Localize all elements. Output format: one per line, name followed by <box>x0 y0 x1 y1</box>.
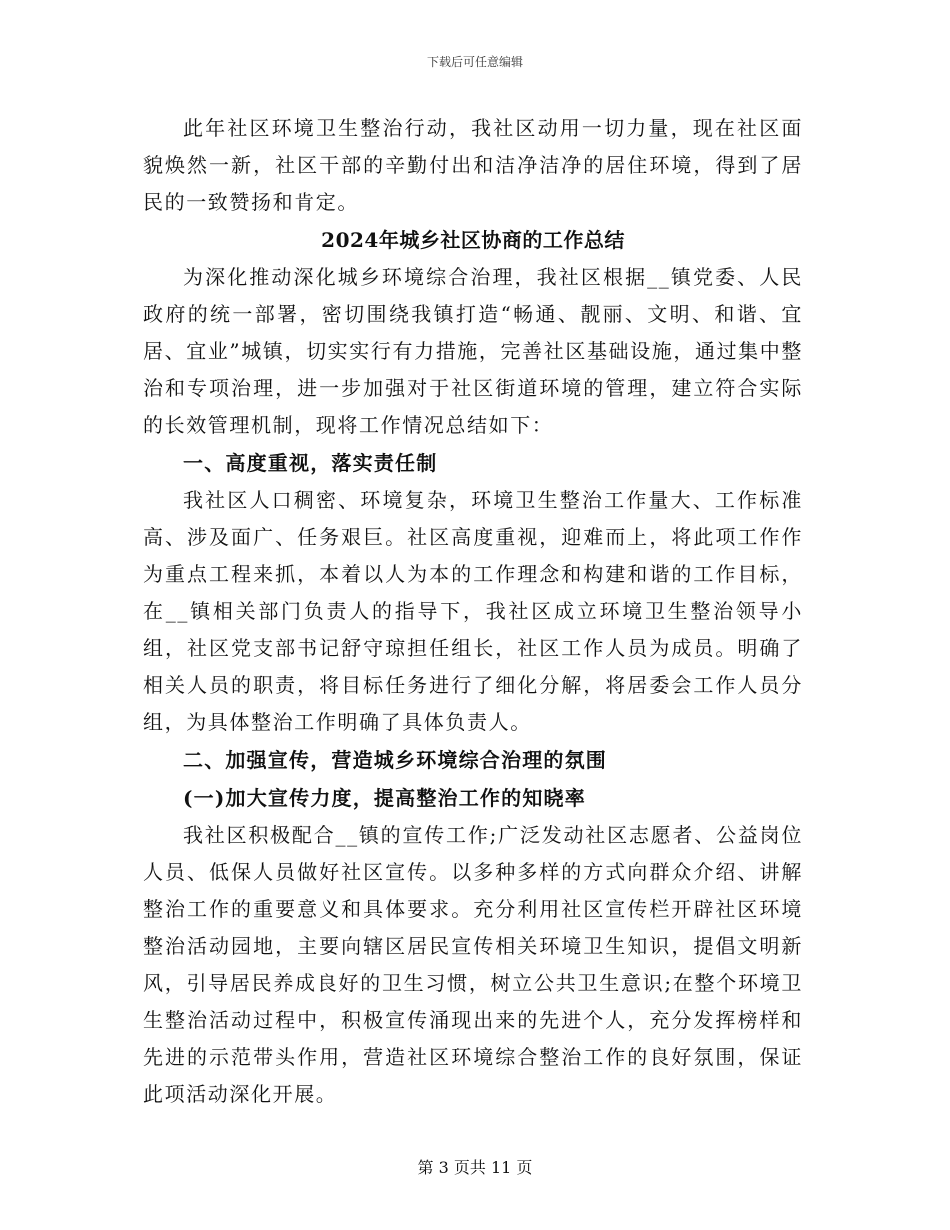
paragraph-intro: 此年社区环境卫生整治行动，我社区动用一切力量，现在社区面貌焕然一新，社区干部的辛勤付出和洁净洁净的居住环境，得到了居民的一致赞扬和肯定。 <box>143 116 803 214</box>
heading-section-2: 二、加强宣传，营造城乡环境综合治理的氛围 <box>183 748 607 772</box>
paragraph-section-1: 我社区人口稠密、环境复杂，环境卫生整治工作量大、工作标准高、涉及面广、任务艰巨。社区高度重视，迎难而上，将此项工作作为重点工程来抓，本着以人为本的工作理念和构建和谐的工作目标，在__镇相关部门负责人的指导下，我社区成立环境卫生整治领导小组，社区党支部书记舒守琼担任组长，社区工作人员为成员。明确了相关人员的职责，将目标任务进行了细化分解，将居委会工作人员分组，为具体整治工作明确了具体负责人。 <box>143 488 803 734</box>
page-number: 第 3 页共 11 页 <box>417 1158 533 1177</box>
section-title: 2024年城乡社区协商的工作总结 <box>321 228 625 252</box>
paragraph-overview: 为深化推动深化城乡环境综合治理，我社区根据__镇党委、人民政府的统一部署，密切围绕我镇打造“畅通、靓丽、文明、和谐、宜居、宜业”城镇，切实实行有力措施，完善社区基础设施，通过集中整治和专项治理，进一步加强对于社区街道环境的管理，建立符合实际的长效管理机制，现将工作情况总结如下： <box>143 265 803 437</box>
document-body <box>143 110 803 1113</box>
paragraph-subsection-1: 我社区积极配合__镇的宣传工作;广泛发动社区志愿者、公益岗位人员、低保人员做好社区宣传。以多种多样的方式向群众介绍、讲解整治工作的重要意义和具体要求。充分利用社区宣传栏开辟社区环境整治活动园地，主要向辖区居民宣传相关环境卫生知识，提倡文明新风，引导居民养成良好的卫生习惯，树立公共卫生意识;在整个环境卫生整治活动过程中，积极宣传涌现出来的先进个人，充分发挥榜样和先进的示范带头作用，营造社区环境综合整治工作的良好氛围，保证此项活动深化开展。 <box>143 823 803 1106</box>
heading-section-1: 一、高度重视，落实责任制 <box>183 451 438 475</box>
heading-subsection-1: (一)加大宣传力度，提高整治工作的知晓率 <box>183 786 586 810</box>
page-header: 下载后可任意编辑 <box>426 55 523 69</box>
